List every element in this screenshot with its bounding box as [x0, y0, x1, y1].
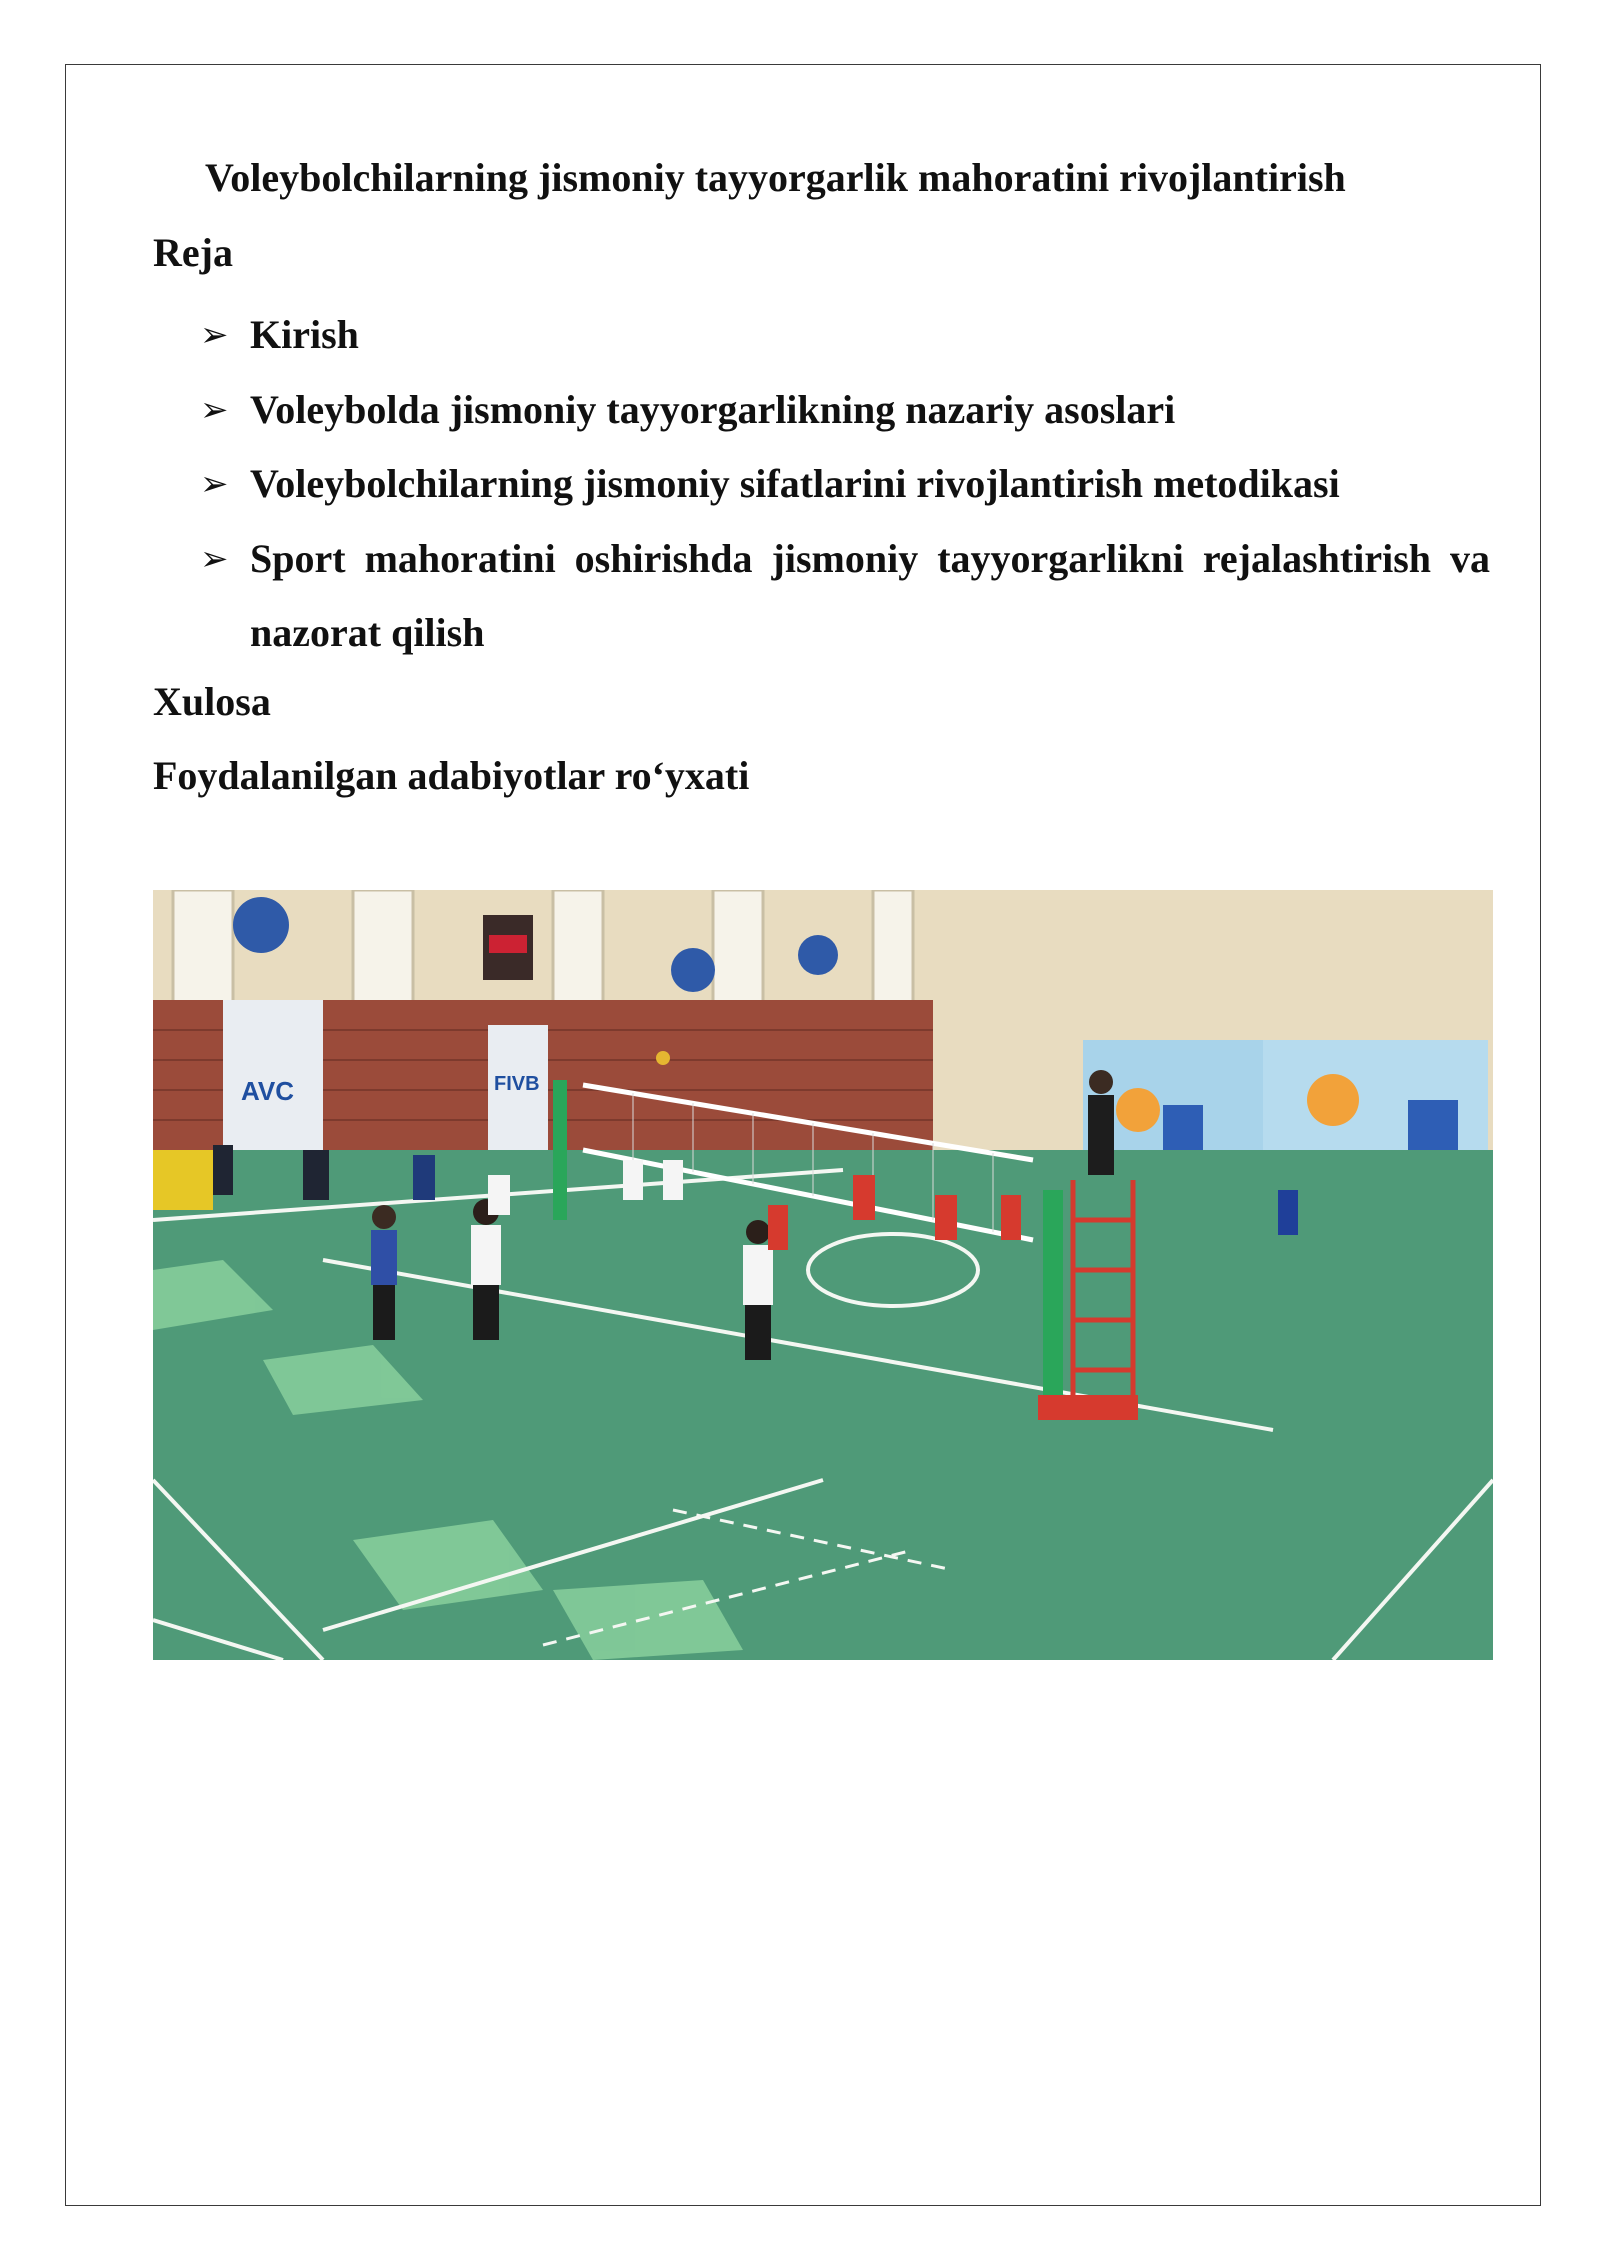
plan-item: [200, 522, 1490, 671]
plan-item: [200, 447, 1490, 522]
conclusion-heading: Xulosa: [153, 679, 271, 724]
plan-item-text: Voleybolda jismoniy tayyorgarlikning nazariy asoslari: [250, 386, 1176, 432]
plan-heading: Reja: [153, 230, 233, 275]
arrow-bullet-icon: ➢: [200, 464, 229, 504]
plan-item-text: Kirish: [250, 312, 359, 357]
plan-item: [200, 373, 1490, 448]
volleyball-court-photo: [153, 890, 1493, 1660]
fivb-banner: FIVB: [494, 1073, 540, 1095]
arrow-bullet-icon: ➢: [200, 315, 229, 355]
plan-item: [200, 298, 1490, 373]
document-title: Voleybolchilarning jismoniy tayyorgarlik mahoratini rivojlantirish: [205, 155, 1346, 200]
arrow-bullet-icon: ➢: [200, 389, 229, 430]
plan-list: [200, 298, 1490, 671]
volleyball-court-illustration: [153, 890, 1493, 1660]
references-heading: Foydalanilgan adabiyotlar ro‘yxati: [153, 753, 750, 798]
plan-item-text: Voleybolchilarning jismoniy sifatlarini rivojlantirish metodikasi: [250, 461, 1340, 506]
plan-item-text: Sport mahoratini oshirishda jismoniy tayyorgarlikni rejalashtirish va nazorat qilish: [250, 535, 1490, 655]
avc-banner: AVC: [241, 1076, 294, 1106]
arrow-bullet-icon: ➢: [200, 538, 229, 579]
